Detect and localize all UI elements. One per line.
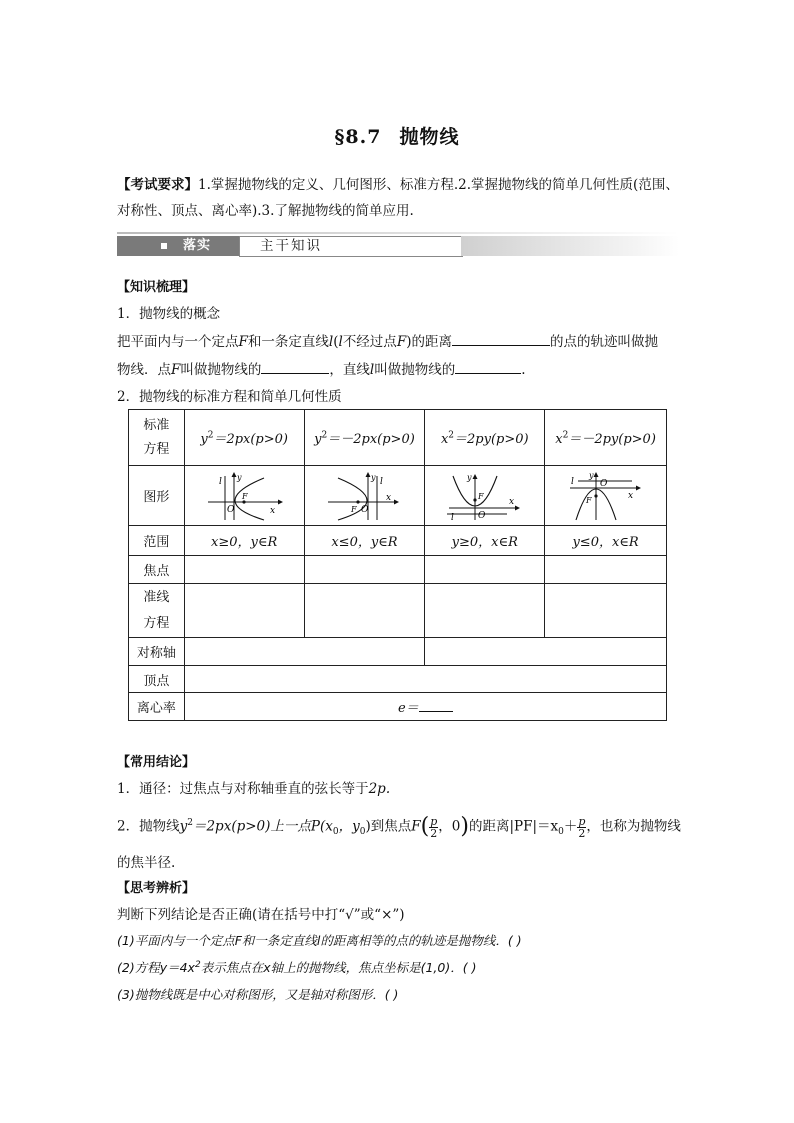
answer-blank-directrix[interactable] <box>455 359 521 374</box>
graph-cell-1 <box>184 466 304 526</box>
conclusions-header: 【常用结论】 <box>117 755 196 770</box>
conclusion-1 <box>117 777 390 797</box>
knowledge-header: 【知识梳理】 <box>117 280 196 295</box>
square-bullet-icon <box>161 243 167 249</box>
c2-zero: 0 <box>451 818 461 835</box>
x-arrow-icon <box>394 499 399 504</box>
focus-cell-1[interactable] <box>184 556 304 584</box>
question-2-text-a: (2)方程y＝4x <box>117 960 195 975</box>
c2-frac-num: p <box>430 814 438 828</box>
directrix-cell-1[interactable] <box>184 584 304 638</box>
def-text-a: 把平面内与一个定点 <box>117 334 239 350</box>
label-o: O <box>477 510 486 521</box>
equation-cell-2 <box>304 410 425 466</box>
directrix-cell-2[interactable] <box>304 584 425 638</box>
question-1[interactable]: (1)平面内与一个定点F和一条定直线l的距离相等的点的轨迹是抛物线．( ) <box>117 933 522 948</box>
focus-cell-4[interactable] <box>545 556 667 584</box>
def2-text-d: 叫做抛物线的 <box>374 362 456 378</box>
axis-cell-vertical[interactable] <box>425 638 667 666</box>
y-arrow-icon <box>232 472 237 477</box>
row-label-directrix-b: 方程 <box>143 615 170 631</box>
directrix-cell-3[interactable] <box>425 584 545 638</box>
parabola-right-graph <box>204 470 284 522</box>
c2-plus: ＋ <box>563 818 578 835</box>
table-row-directrix <box>129 584 667 638</box>
label-o: O <box>361 504 369 515</box>
banner-fade <box>461 236 679 256</box>
c2-sub0: 0 <box>332 827 339 838</box>
c2-text-a: 2．抛物线 <box>117 818 180 835</box>
def-text-f: 的点的轨迹叫做抛 <box>549 334 658 350</box>
y-arrow-icon <box>472 474 477 479</box>
c2-text-e: 的距离|PF|＝x <box>468 818 559 835</box>
question-2-text-b: 表示焦点在x轴上的抛物线，焦点坐标是(1,0)．( ) <box>200 960 477 975</box>
c2-frac-den: 2 <box>430 826 438 840</box>
eccentricity-cell <box>184 693 666 721</box>
banner-light-tab <box>239 236 463 257</box>
y-arrow-icon <box>593 472 598 477</box>
table-row-axis <box>129 638 667 666</box>
def-var-l: l <box>328 334 334 350</box>
eq3-rhs: ＝2py(p>0) <box>454 432 529 447</box>
banner-right-label: 主干知识 <box>260 238 322 254</box>
eq2-rhs: ＝－2px(p>0) <box>327 432 415 447</box>
graph-cell-3 <box>425 466 545 526</box>
eq3-exp: 2 <box>448 430 455 441</box>
answer-blank-focus[interactable] <box>261 359 329 374</box>
parabola-left-graph <box>324 470 404 522</box>
section-name: 抛物线 <box>399 126 460 148</box>
def-text-c: ( <box>333 334 339 350</box>
label-f: F <box>351 504 358 514</box>
question-3[interactable]: (3)抛物线既是中心对称图形，又是轴对称图形．( ) <box>117 987 399 1002</box>
graph-cell-2 <box>304 466 425 526</box>
requirements-text: 1.掌握抛物线的定义、几何图形、标准方程.2.掌握抛物线的简单几何性质(范围、对称性、顶点、离心率).3.了解抛物线的简单应用. <box>117 177 679 219</box>
question-2-exp: 2 <box>194 959 201 970</box>
eq1-exp: 2 <box>207 430 214 441</box>
def2-text-b: 叫做抛物线的 <box>180 362 262 378</box>
def2-text-a: 物线．点 <box>117 362 171 378</box>
range-cell-4: y≤0，x∈R <box>545 526 667 556</box>
label-x: x <box>627 490 633 501</box>
def2-text-e: . <box>521 362 526 378</box>
equation-cell-3 <box>425 410 545 466</box>
c2-exp: 2 <box>187 818 193 828</box>
c2-text-d: )到焦点 <box>365 818 412 835</box>
label-l: l <box>380 476 384 487</box>
equation-cell-1 <box>184 410 304 466</box>
y-arrow-icon <box>366 472 371 477</box>
exam-requirements <box>117 172 679 224</box>
parabola-down-graph <box>566 470 646 522</box>
table-row-eccentricity <box>129 693 667 721</box>
left-paren: ( <box>420 814 430 839</box>
c2-frac2-num: p <box>578 814 586 828</box>
def-var-f2: F <box>396 334 407 350</box>
def2-var-f: F <box>171 362 181 378</box>
c2-sub2: 0 <box>558 827 564 838</box>
focus-point <box>357 500 360 503</box>
table-row-equation <box>129 410 667 466</box>
eq4-exp: 2 <box>562 430 569 441</box>
eq1-lhs: y <box>200 432 208 447</box>
focus-cell-3[interactable] <box>425 556 545 584</box>
definition-line-1 <box>117 330 658 350</box>
concept-title: 1．抛物线的概念 <box>117 306 221 322</box>
c2-text-c: ，y <box>338 818 360 835</box>
range-cell-2: x≤0，y∈R <box>304 526 425 556</box>
table-row-graph <box>129 466 667 526</box>
answer-blank-distance[interactable] <box>452 331 550 346</box>
label-y: y <box>588 470 594 480</box>
def-var-f: F <box>238 334 248 350</box>
row-label-eccentricity: 离心率 <box>129 693 185 721</box>
axis-cell-horizontal[interactable] <box>184 638 425 666</box>
row-label-directrix-a: 准线 <box>143 589 170 605</box>
c2-frac2-den: 2 <box>578 826 586 840</box>
def-text-b: 和一条定直线 <box>247 334 329 350</box>
directrix-cell-4[interactable] <box>545 584 667 638</box>
parabola-up-graph <box>445 470 525 522</box>
definition-line-2 <box>117 358 526 378</box>
banner-rule <box>117 232 679 234</box>
label-f: F <box>477 491 484 501</box>
row-label-axis: 对称轴 <box>129 638 185 666</box>
def-var-l2: l <box>338 334 343 350</box>
graph-cell-4 <box>545 466 667 526</box>
c2-text-b: ＝2px(p>0)上一点 <box>192 818 311 835</box>
label-l: l <box>570 476 574 487</box>
x-arrow-icon <box>515 505 520 510</box>
label-l: l <box>450 512 454 522</box>
conclusion-2-continued: 的焦半径. <box>117 855 176 871</box>
label-x: x <box>386 492 392 503</box>
page-title <box>0 122 794 149</box>
label-x: x <box>508 496 514 507</box>
row-label-equation-b: 方程 <box>143 441 170 457</box>
equation-cell-4 <box>545 410 667 466</box>
label-y: y <box>466 472 472 482</box>
label-f: F <box>585 495 592 505</box>
row-label-equation <box>129 410 185 466</box>
x-arrow-icon <box>278 499 283 504</box>
c2-text-f: ，也称为抛物线 <box>586 818 681 835</box>
parabola-properties-table <box>128 409 667 721</box>
label-x: x <box>270 505 276 516</box>
properties-title: 2．抛物线的标准方程和简单几何性质 <box>117 389 342 405</box>
def-text-e: )的距离 <box>406 334 452 350</box>
conclusion-2 <box>117 805 681 841</box>
label-y: y <box>371 472 376 482</box>
row-label-equation-a: 标准 <box>143 417 170 433</box>
def-text-d: 不经过点 <box>342 334 397 350</box>
label-l: l <box>219 476 223 487</box>
parabola-curve <box>235 478 264 520</box>
row-label-range: 范围 <box>129 526 185 556</box>
answer-blank-eccentricity[interactable] <box>419 697 453 712</box>
table-row-focus <box>129 556 667 584</box>
section-number: §8.7 <box>334 126 382 148</box>
c2-sub1: 0 <box>359 827 366 838</box>
range-cell-3: y≥0，x∈R <box>425 526 545 556</box>
label-o: O <box>227 504 235 515</box>
def2-text-c: ，直线 <box>329 362 370 378</box>
focus-cell-2[interactable] <box>304 556 425 584</box>
question-2[interactable] <box>117 958 476 976</box>
banner-dark-tab <box>117 236 239 256</box>
c2-point: P(x <box>310 818 333 835</box>
banner-left-label: 落实 <box>183 238 212 253</box>
requirements-label: 【考试要求】 <box>117 177 198 193</box>
c2-fraction <box>429 816 438 839</box>
eccentricity-formula: e＝ <box>398 701 419 716</box>
range-cell-1: x≥0，y∈R <box>184 526 304 556</box>
conclusion-1-value: 2p. <box>368 781 391 797</box>
eq2-lhs: y <box>314 432 322 447</box>
row-label-focus: 焦点 <box>129 556 185 584</box>
label-f: F <box>242 491 248 501</box>
section-banner <box>117 236 679 256</box>
def2-var-l: l <box>369 362 375 378</box>
eq3-lhs: x <box>440 432 449 447</box>
label-y: y <box>237 472 242 482</box>
row-label-directrix <box>129 584 185 638</box>
thinking-instruction: 判断下列结论是否正确(请在括号中打“√”或“×”) <box>117 907 405 923</box>
eq2-exp: 2 <box>321 430 328 441</box>
label-o: O <box>599 478 607 489</box>
table-row-range <box>129 526 667 556</box>
table-row-vertex <box>129 666 667 693</box>
eq4-lhs: x <box>555 432 563 447</box>
vertex-cell[interactable] <box>184 666 666 693</box>
conclusion-1-text: 1．通径：过焦点与对称轴垂直的弦长等于 <box>117 781 369 797</box>
c2-comma: ， <box>438 818 452 835</box>
c2-focus: F <box>411 818 421 835</box>
row-label-vertex: 顶点 <box>129 666 185 693</box>
x-arrow-icon <box>636 485 641 490</box>
focus-point <box>473 498 476 501</box>
eq4-rhs: ＝－2py(p>0) <box>568 432 656 447</box>
thinking-header: 【思考辨析】 <box>117 881 196 896</box>
eq1-rhs: ＝2px(p>0) <box>213 432 288 447</box>
row-label-graph: 图形 <box>129 466 185 526</box>
focus-point <box>594 494 597 497</box>
c2-eq: y <box>179 818 188 835</box>
right-paren: ) <box>460 814 469 839</box>
